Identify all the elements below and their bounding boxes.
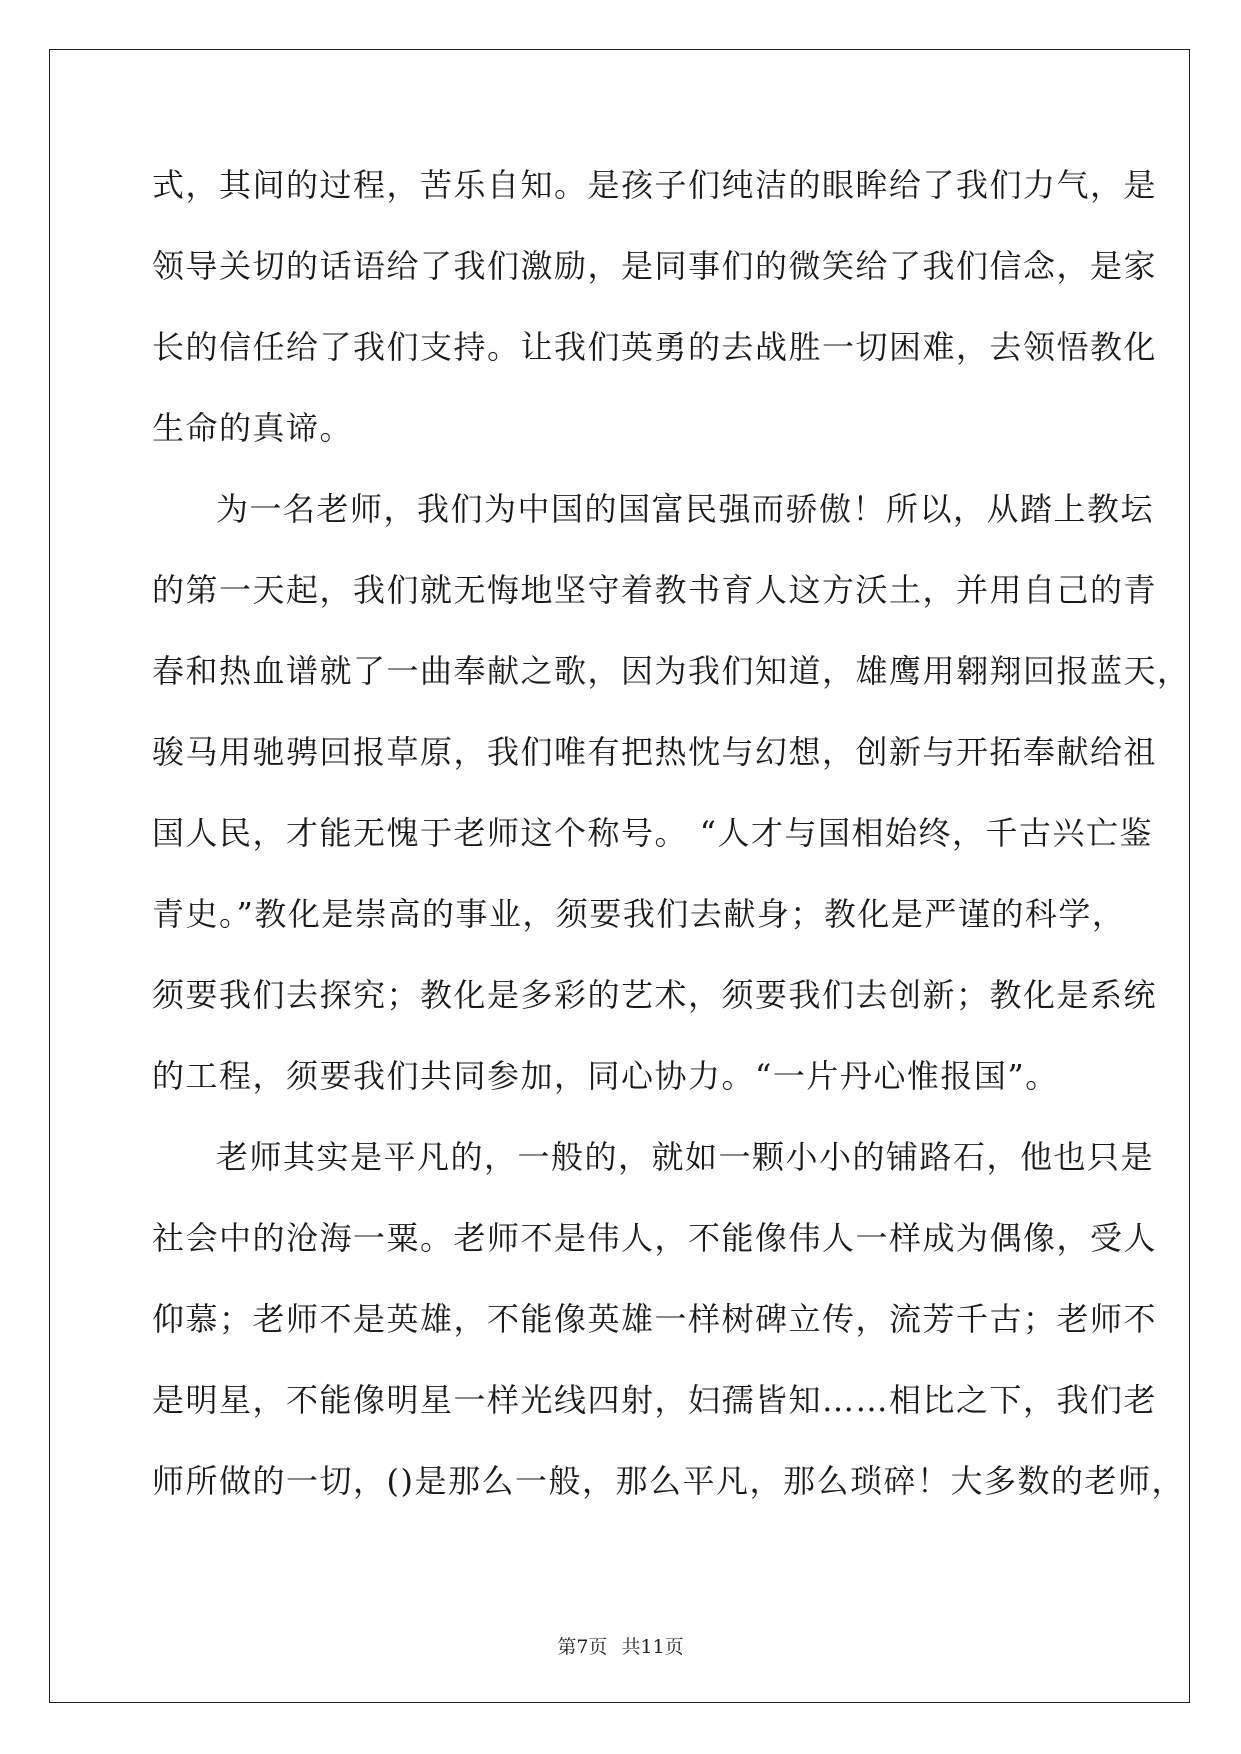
text-line: 长的信任给了我们支持。让我们英勇的去战胜一切困难，去领悟教化 <box>152 328 1158 366</box>
text-line: 骏马用驰骋回报草原，我们唯有把热忱与幻想，创新与开拓奉献给祖 <box>152 733 1158 771</box>
text-line: 仰慕；老师不是英雄，不能像英雄一样树碑立传，流芳千古；老师不 <box>152 1300 1158 1338</box>
document-body <box>152 160 1191 1537</box>
page-number: 第7页 <box>557 1636 608 1658</box>
paragraph-start-line: 老师其实是平凡的，一般的，就如一颗小小的铺路石，他也只是 <box>216 1138 1155 1176</box>
page-total: 共11页 <box>621 1636 684 1658</box>
text-line: 师所做的一切，()是那么一般，那么平凡，那么琐碎！大多数的老师， <box>152 1462 1185 1500</box>
text-line: 是明星，不能像明星一样光线四射，妇孺皆知……相比之下，我们老 <box>152 1381 1158 1419</box>
text-line: 须要我们去探究；教化是多彩的艺术，须要我们去创新；教化是系统 <box>152 976 1158 1014</box>
text-line: 式，其间的过程，苦乐自知。是孩子们纯洁的眼眸给了我们力气，是 <box>152 166 1158 204</box>
text-line: 青史。”教化是崇高的事业，须要我们去献身；教化是严谨的科学， <box>152 895 1126 933</box>
text-line: 领导关切的话语给了我们激励，是同事们的微笑给了我们信念，是家 <box>152 247 1158 285</box>
paragraph-start-line: 为一名老师，我们为中国的国富民强而骄傲！所以，从踏上教坛 <box>216 490 1155 528</box>
text-line: 社会中的沧海一粟。老师不是伟人，不能像伟人一样成为偶像，受人 <box>152 1219 1158 1257</box>
text-line: 国人民，才能无愧于老师这个称号。 “人才与国相始终，千古兴亡鉴 <box>152 814 1154 852</box>
text-line: 的工程，须要我们共同参加，同心协力。“一片丹心惟报国”。 <box>152 1057 1059 1095</box>
text-line: 生命的真谛。 <box>152 409 354 447</box>
text-line: 春和热血谱就了一曲奉献之歌，因为我们知道，雄鹰用翱翔回报蓝天， <box>152 652 1191 690</box>
page-footer <box>0 1632 1241 1659</box>
text-line: 的第一天起，我们就无悔地坚守着教书育人这方沃土，并用自己的青 <box>152 571 1158 609</box>
